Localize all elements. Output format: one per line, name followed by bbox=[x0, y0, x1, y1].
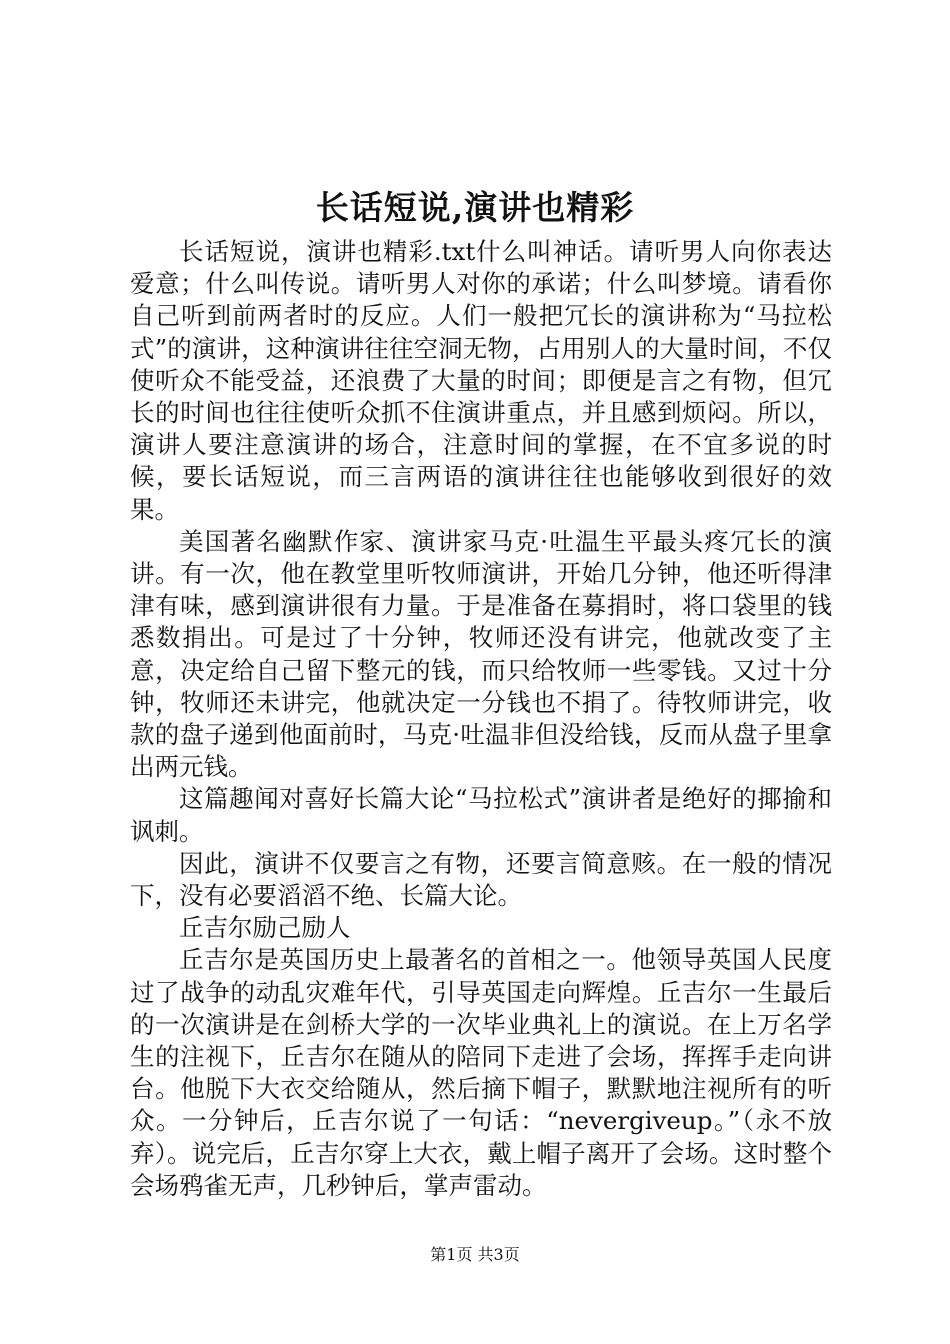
page-number-footer: 第1页 共3页 bbox=[430, 1245, 520, 1264]
document-title: 长话短说,演讲也精彩 bbox=[315, 188, 635, 227]
paragraph-intro: 长话短说，演讲也精彩.txt什么叫神话。请听男人向你表达爱意；什么叫传说。请听男人对你的承诺；什么叫梦境。请看你自己听到前两者时的反应。人们一般把冗长的演讲称为“马拉松式”的演讲，这种演讲往往空洞无物，占用别人的大量时间，不仅使听众不能受益，还浪费了大量的时间；即便是言之有物，但冗长的时间也往往使听众抓不住演讲重点，并且感到烦闷。所以，演讲人要注意演讲的场合，注意时间的掌握，在不宜多说的时候，要长话短说，而三言两语的演讲往往也能够收到很好的效果。 bbox=[130, 237, 832, 524]
paragraph-commentary: 这篇趣闻对喜好长篇大论“马拉松式”演讲者是绝好的揶揄和讽刺。 bbox=[130, 784, 832, 846]
paragraph-conclusion: 因此，演讲不仅要言之有物，还要言简意赅。在一般的情况下，没有必要滔滔不绝、长篇大论。 bbox=[130, 848, 832, 911]
section-heading-churchill: 丘吉尔励己励人 bbox=[179, 913, 351, 943]
paragraph-mark-twain: 美国著名幽默作家、演讲家马克·吐温生平最头疼冗长的演讲。有一次，他在教堂里听牧师演讲，开始几分钟，他还听得津津有味，感到演讲很有力量。于是准备在募捐时，将口袋里的钱悉数捐出。可是过了十分钟，牧师还没有讲完，他就改变了主意，决定给自己留下整元的钱，而只给牧师一些零钱。又过十分钟，牧师还未讲完，他就决定一分钱也不捐了。待牧师讲完，收款的盘子递到他面前时，马克·吐温非但没给钱，反而从盘子里拿出两元钱。 bbox=[130, 526, 832, 782]
paragraph-churchill: 丘吉尔是英国历史上最著名的首相之一。他领导英国人民度过了战争的动乱灾难年代，引导英国走向辉煌。丘吉尔一生最后的一次演讲是在剑桥大学的一次毕业典礼上的演说。在上万名学生的注视下，丘吉尔在随从的陪同下走进了会场，挥挥手走向讲台。他脱下大衣交给随从，然后摘下帽子，默默地注视所有的听众。一分钟后，丘吉尔说了一句话：“nevergiveup。”（永不放弃）。说完后，丘吉尔穿上大衣，戴上帽子离开了会场。这时整个会场鸦雀无声，几秒钟后，掌声雷动。 bbox=[130, 945, 832, 1200]
document-body bbox=[130, 236, 832, 1202]
